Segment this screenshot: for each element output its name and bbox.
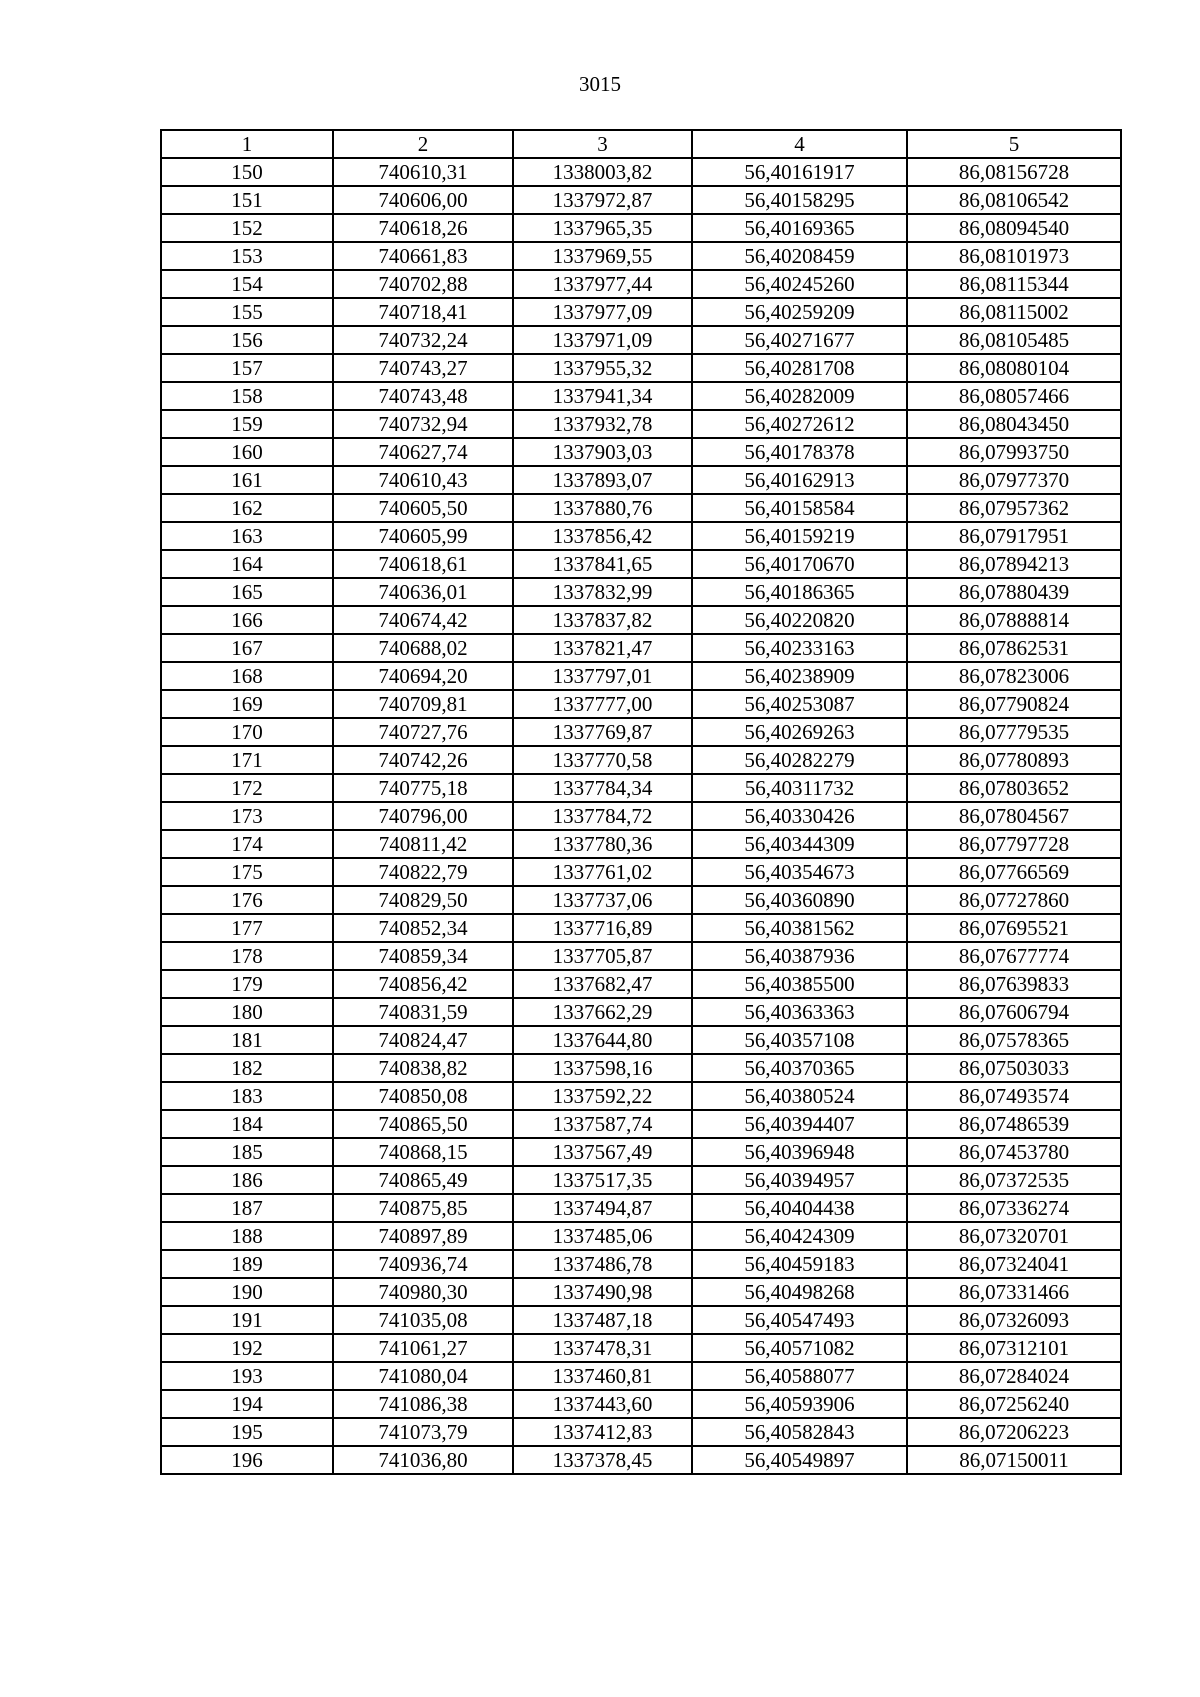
table-cell: 172 xyxy=(161,774,333,802)
table-row xyxy=(161,1446,1121,1474)
table-cell: 56,40158295 xyxy=(692,186,907,214)
table-cell: 56,40424309 xyxy=(692,1222,907,1250)
table-cell: 86,07977370 xyxy=(907,466,1121,494)
table-cell: 1337587,74 xyxy=(513,1110,692,1138)
table-cell: 56,40404438 xyxy=(692,1194,907,1222)
table-cell: 156 xyxy=(161,326,333,354)
table-cell: 1337932,78 xyxy=(513,410,692,438)
table-cell: 86,07894213 xyxy=(907,550,1121,578)
table-cell: 740610,43 xyxy=(333,466,513,494)
table-cell: 1337412,83 xyxy=(513,1418,692,1446)
column-header: 3 xyxy=(513,130,692,158)
table-row xyxy=(161,774,1121,802)
table-cell: 1337784,72 xyxy=(513,802,692,830)
table-row xyxy=(161,1390,1121,1418)
table-cell: 56,40238909 xyxy=(692,662,907,690)
table-cell: 1337965,35 xyxy=(513,214,692,242)
table-cell: 1337821,47 xyxy=(513,634,692,662)
table-cell: 56,40169365 xyxy=(692,214,907,242)
table-cell: 1337841,65 xyxy=(513,550,692,578)
table-cell: 86,07888814 xyxy=(907,606,1121,634)
table-cell: 56,40593906 xyxy=(692,1390,907,1418)
table-cell: 86,08057466 xyxy=(907,382,1121,410)
table-cell: 740824,47 xyxy=(333,1026,513,1054)
table-cell: 56,40549897 xyxy=(692,1446,907,1474)
table-cell: 740694,20 xyxy=(333,662,513,690)
table-row xyxy=(161,522,1121,550)
table-cell: 740811,42 xyxy=(333,830,513,858)
table-cell: 1337770,58 xyxy=(513,746,692,774)
table-cell: 740859,34 xyxy=(333,942,513,970)
table-row xyxy=(161,410,1121,438)
table-cell: 157 xyxy=(161,354,333,382)
table-cell: 86,08115344 xyxy=(907,270,1121,298)
table-cell: 86,08101973 xyxy=(907,242,1121,270)
table-row xyxy=(161,830,1121,858)
table-cell: 188 xyxy=(161,1222,333,1250)
table-row xyxy=(161,634,1121,662)
table-cell: 56,40161917 xyxy=(692,158,907,186)
table-cell: 189 xyxy=(161,1250,333,1278)
table-cell: 167 xyxy=(161,634,333,662)
table-cell: 740732,94 xyxy=(333,410,513,438)
table-cell: 740865,49 xyxy=(333,1166,513,1194)
table-cell: 740850,08 xyxy=(333,1082,513,1110)
table-cell: 740605,99 xyxy=(333,522,513,550)
table-cell: 1337955,32 xyxy=(513,354,692,382)
table-cell: 1337490,98 xyxy=(513,1278,692,1306)
table-cell: 193 xyxy=(161,1362,333,1390)
table-cell: 170 xyxy=(161,718,333,746)
table-cell: 86,08106542 xyxy=(907,186,1121,214)
table-cell: 192 xyxy=(161,1334,333,1362)
table-cell: 741035,08 xyxy=(333,1306,513,1334)
table-cell: 86,07957362 xyxy=(907,494,1121,522)
table-cell: 56,40588077 xyxy=(692,1362,907,1390)
table-cell: 56,40178378 xyxy=(692,438,907,466)
table-cell: 86,07320701 xyxy=(907,1222,1121,1250)
table-cell: 163 xyxy=(161,522,333,550)
table-row xyxy=(161,1334,1121,1362)
table-cell: 1337443,60 xyxy=(513,1390,692,1418)
table-cell: 168 xyxy=(161,662,333,690)
table-cell: 185 xyxy=(161,1138,333,1166)
table-cell: 1337837,82 xyxy=(513,606,692,634)
table-cell: 56,40357108 xyxy=(692,1026,907,1054)
table-cell: 187 xyxy=(161,1194,333,1222)
table-cell: 86,07336274 xyxy=(907,1194,1121,1222)
table-cell: 1337486,78 xyxy=(513,1250,692,1278)
table-cell: 181 xyxy=(161,1026,333,1054)
table-cell: 1337478,31 xyxy=(513,1334,692,1362)
table-cell: 1337644,80 xyxy=(513,1026,692,1054)
table-cell: 86,07727860 xyxy=(907,886,1121,914)
table-cell: 740618,26 xyxy=(333,214,513,242)
table-cell: 56,40582843 xyxy=(692,1418,907,1446)
table-cell: 86,07797728 xyxy=(907,830,1121,858)
table-cell: 1337761,02 xyxy=(513,858,692,886)
table-cell: 86,07150011 xyxy=(907,1446,1121,1474)
table-cell: 152 xyxy=(161,214,333,242)
table-cell: 1337780,36 xyxy=(513,830,692,858)
table-cell: 154 xyxy=(161,270,333,298)
table-cell: 56,40233163 xyxy=(692,634,907,662)
table-cell: 1337682,47 xyxy=(513,970,692,998)
table-cell: 1337856,42 xyxy=(513,522,692,550)
table-cell: 86,08094540 xyxy=(907,214,1121,242)
table-cell: 56,40245260 xyxy=(692,270,907,298)
table-cell: 86,07862531 xyxy=(907,634,1121,662)
table-cell: 177 xyxy=(161,914,333,942)
table-cell: 56,40282009 xyxy=(692,382,907,410)
table-cell: 56,40253087 xyxy=(692,690,907,718)
table-cell: 740868,15 xyxy=(333,1138,513,1166)
table-cell: 740875,85 xyxy=(333,1194,513,1222)
table-cell: 86,07326093 xyxy=(907,1306,1121,1334)
table-cell: 740606,00 xyxy=(333,186,513,214)
table-cell: 740897,89 xyxy=(333,1222,513,1250)
table-cell: 86,08080104 xyxy=(907,354,1121,382)
table-row xyxy=(161,1194,1121,1222)
table-row xyxy=(161,186,1121,214)
table-cell: 86,07993750 xyxy=(907,438,1121,466)
table-cell: 56,40208459 xyxy=(692,242,907,270)
table-row xyxy=(161,1082,1121,1110)
table-cell: 741073,79 xyxy=(333,1418,513,1446)
table-row xyxy=(161,214,1121,242)
table-cell: 184 xyxy=(161,1110,333,1138)
table-cell: 56,40269263 xyxy=(692,718,907,746)
table-row xyxy=(161,242,1121,270)
table-cell: 56,40387936 xyxy=(692,942,907,970)
table-cell: 56,40282279 xyxy=(692,746,907,774)
table-cell: 1337769,87 xyxy=(513,718,692,746)
table-cell: 169 xyxy=(161,690,333,718)
table-row xyxy=(161,298,1121,326)
header-row xyxy=(161,130,1121,158)
table-row xyxy=(161,1278,1121,1306)
table-cell: 56,40186365 xyxy=(692,578,907,606)
table-cell: 56,40344309 xyxy=(692,830,907,858)
table-cell: 56,40170670 xyxy=(692,550,907,578)
table-cell: 86,07780893 xyxy=(907,746,1121,774)
table-cell: 1337971,09 xyxy=(513,326,692,354)
table-cell: 86,07503033 xyxy=(907,1054,1121,1082)
table-cell: 175 xyxy=(161,858,333,886)
table-cell: 56,40571082 xyxy=(692,1334,907,1362)
table-cell: 153 xyxy=(161,242,333,270)
table-cell: 56,40162913 xyxy=(692,466,907,494)
table-cell: 56,40385500 xyxy=(692,970,907,998)
table-cell: 56,40547493 xyxy=(692,1306,907,1334)
table-cell: 740732,24 xyxy=(333,326,513,354)
table-cell: 164 xyxy=(161,550,333,578)
table-row xyxy=(161,802,1121,830)
table-row xyxy=(161,998,1121,1026)
table-row xyxy=(161,438,1121,466)
table-cell: 86,07453780 xyxy=(907,1138,1121,1166)
table-cell: 171 xyxy=(161,746,333,774)
table-cell: 740727,76 xyxy=(333,718,513,746)
table-cell: 1337592,22 xyxy=(513,1082,692,1110)
table-cell: 1337567,49 xyxy=(513,1138,692,1166)
table-cell: 86,07917951 xyxy=(907,522,1121,550)
table-cell: 740829,50 xyxy=(333,886,513,914)
table-cell: 740636,01 xyxy=(333,578,513,606)
table-cell: 740936,74 xyxy=(333,1250,513,1278)
table-cell: 166 xyxy=(161,606,333,634)
table-cell: 155 xyxy=(161,298,333,326)
table-header xyxy=(161,130,1121,158)
table-cell: 183 xyxy=(161,1082,333,1110)
table-cell: 86,07823006 xyxy=(907,662,1121,690)
table-cell: 174 xyxy=(161,830,333,858)
table-cell: 740618,61 xyxy=(333,550,513,578)
table-cell: 1337485,06 xyxy=(513,1222,692,1250)
table-cell: 740661,83 xyxy=(333,242,513,270)
table-cell: 740775,18 xyxy=(333,774,513,802)
table-row xyxy=(161,382,1121,410)
table-cell: 162 xyxy=(161,494,333,522)
table-cell: 86,07804567 xyxy=(907,802,1121,830)
table-cell: 86,08156728 xyxy=(907,158,1121,186)
table-cell: 56,40498268 xyxy=(692,1278,907,1306)
table-cell: 56,40354673 xyxy=(692,858,907,886)
table-cell: 56,40271677 xyxy=(692,326,907,354)
table-row xyxy=(161,494,1121,522)
column-header: 4 xyxy=(692,130,907,158)
table-row xyxy=(161,578,1121,606)
table-cell: 86,07284024 xyxy=(907,1362,1121,1390)
table-row xyxy=(161,326,1121,354)
table-cell: 740718,41 xyxy=(333,298,513,326)
table-cell: 86,08043450 xyxy=(907,410,1121,438)
table-row xyxy=(161,1054,1121,1082)
table-cell: 86,07880439 xyxy=(907,578,1121,606)
table-cell: 56,40370365 xyxy=(692,1054,907,1082)
table-cell: 56,40394407 xyxy=(692,1110,907,1138)
table-cell: 179 xyxy=(161,970,333,998)
table-cell: 1337737,06 xyxy=(513,886,692,914)
table-cell: 1337517,35 xyxy=(513,1166,692,1194)
table-cell: 1337705,87 xyxy=(513,942,692,970)
table-cell: 86,07779535 xyxy=(907,718,1121,746)
table-cell: 740742,26 xyxy=(333,746,513,774)
table-cell: 740856,42 xyxy=(333,970,513,998)
table-cell: 740743,27 xyxy=(333,354,513,382)
table-cell: 160 xyxy=(161,438,333,466)
table-cell: 165 xyxy=(161,578,333,606)
table-cell: 180 xyxy=(161,998,333,1026)
table-cell: 56,40363363 xyxy=(692,998,907,1026)
table-cell: 86,07206223 xyxy=(907,1418,1121,1446)
table-row xyxy=(161,746,1121,774)
table-cell: 56,40220820 xyxy=(692,606,907,634)
table-cell: 1337977,09 xyxy=(513,298,692,326)
table-cell: 1337716,89 xyxy=(513,914,692,942)
table-cell: 1337598,16 xyxy=(513,1054,692,1082)
table-cell: 1337784,34 xyxy=(513,774,692,802)
table-cell: 1337903,03 xyxy=(513,438,692,466)
table-cell: 56,40381562 xyxy=(692,914,907,942)
table-cell: 161 xyxy=(161,466,333,494)
table-cell: 195 xyxy=(161,1418,333,1446)
table-row xyxy=(161,886,1121,914)
table-cell: 1337487,18 xyxy=(513,1306,692,1334)
table-cell: 56,40330426 xyxy=(692,802,907,830)
table-row xyxy=(161,718,1121,746)
table-cell: 1337880,76 xyxy=(513,494,692,522)
table-row xyxy=(161,1026,1121,1054)
table-row xyxy=(161,270,1121,298)
table-cell: 740627,74 xyxy=(333,438,513,466)
table-cell: 56,40459183 xyxy=(692,1250,907,1278)
table-cell: 741061,27 xyxy=(333,1334,513,1362)
table-cell: 178 xyxy=(161,942,333,970)
table-cell: 86,07639833 xyxy=(907,970,1121,998)
column-header: 1 xyxy=(161,130,333,158)
table-row xyxy=(161,1418,1121,1446)
coordinates-table xyxy=(160,129,1122,1475)
table-cell: 86,07606794 xyxy=(907,998,1121,1026)
table-cell: 56,40281708 xyxy=(692,354,907,382)
table-cell: 741086,38 xyxy=(333,1390,513,1418)
table-cell: 740865,50 xyxy=(333,1110,513,1138)
table-cell: 740674,42 xyxy=(333,606,513,634)
table-cell: 1337378,45 xyxy=(513,1446,692,1474)
table-cell: 86,08115002 xyxy=(907,298,1121,326)
table-cell: 1337460,81 xyxy=(513,1362,692,1390)
table-cell: 740980,30 xyxy=(333,1278,513,1306)
table-cell: 741080,04 xyxy=(333,1362,513,1390)
table-cell: 196 xyxy=(161,1446,333,1474)
table-cell: 56,40259209 xyxy=(692,298,907,326)
table-cell: 56,40158584 xyxy=(692,494,907,522)
table-row xyxy=(161,690,1121,718)
table-row xyxy=(161,1250,1121,1278)
table-row xyxy=(161,1138,1121,1166)
table-row xyxy=(161,1222,1121,1250)
table-cell: 159 xyxy=(161,410,333,438)
table-cell: 740702,88 xyxy=(333,270,513,298)
table-cell: 86,07790824 xyxy=(907,690,1121,718)
table-cell: 1337494,87 xyxy=(513,1194,692,1222)
table-cell: 86,07803652 xyxy=(907,774,1121,802)
table-cell: 182 xyxy=(161,1054,333,1082)
table-cell: 176 xyxy=(161,886,333,914)
table-cell: 56,40380524 xyxy=(692,1082,907,1110)
table-row xyxy=(161,858,1121,886)
table-cell: 740610,31 xyxy=(333,158,513,186)
table-row xyxy=(161,606,1121,634)
table-cell: 86,07578365 xyxy=(907,1026,1121,1054)
table-row xyxy=(161,1166,1121,1194)
table-cell: 190 xyxy=(161,1278,333,1306)
table-cell: 1338003,82 xyxy=(513,158,692,186)
table-cell: 740822,79 xyxy=(333,858,513,886)
table-cell: 86,07766569 xyxy=(907,858,1121,886)
table-cell: 56,40272612 xyxy=(692,410,907,438)
table-row xyxy=(161,942,1121,970)
table-cell: 151 xyxy=(161,186,333,214)
table-cell: 56,40394957 xyxy=(692,1166,907,1194)
table-row xyxy=(161,354,1121,382)
table-cell: 1337941,34 xyxy=(513,382,692,410)
table-cell: 740852,34 xyxy=(333,914,513,942)
table-cell: 86,08105485 xyxy=(907,326,1121,354)
table-cell: 740831,59 xyxy=(333,998,513,1026)
table-cell: 1337777,00 xyxy=(513,690,692,718)
table-cell: 740605,50 xyxy=(333,494,513,522)
table-row xyxy=(161,662,1121,690)
table-body xyxy=(161,158,1121,1474)
table-cell: 86,07677774 xyxy=(907,942,1121,970)
table-cell: 150 xyxy=(161,158,333,186)
table-cell: 86,07331466 xyxy=(907,1278,1121,1306)
table-cell: 740688,02 xyxy=(333,634,513,662)
table-cell: 191 xyxy=(161,1306,333,1334)
table-row xyxy=(161,914,1121,942)
table-row xyxy=(161,550,1121,578)
table-row xyxy=(161,1362,1121,1390)
table-cell: 1337972,87 xyxy=(513,186,692,214)
table-row xyxy=(161,466,1121,494)
table-cell: 173 xyxy=(161,802,333,830)
page-number: 3015 xyxy=(579,72,621,96)
table-cell: 1337797,01 xyxy=(513,662,692,690)
table-cell: 1337832,99 xyxy=(513,578,692,606)
table-cell: 86,07256240 xyxy=(907,1390,1121,1418)
table-cell: 1337969,55 xyxy=(513,242,692,270)
table-cell: 86,07695521 xyxy=(907,914,1121,942)
table-cell: 740709,81 xyxy=(333,690,513,718)
table-row xyxy=(161,1110,1121,1138)
table-cell: 86,07486539 xyxy=(907,1110,1121,1138)
table-cell: 740796,00 xyxy=(333,802,513,830)
table-cell: 86,07493574 xyxy=(907,1082,1121,1110)
table-cell: 186 xyxy=(161,1166,333,1194)
column-header: 5 xyxy=(907,130,1121,158)
table-cell: 1337977,44 xyxy=(513,270,692,298)
table-cell: 86,07372535 xyxy=(907,1166,1121,1194)
table-cell: 56,40159219 xyxy=(692,522,907,550)
table-row xyxy=(161,1306,1121,1334)
column-header: 2 xyxy=(333,130,513,158)
table-cell: 56,40360890 xyxy=(692,886,907,914)
table-cell: 1337662,29 xyxy=(513,998,692,1026)
table-row xyxy=(161,970,1121,998)
table-cell: 740838,82 xyxy=(333,1054,513,1082)
table-cell: 194 xyxy=(161,1390,333,1418)
table-cell: 741036,80 xyxy=(333,1446,513,1474)
table-cell: 1337893,07 xyxy=(513,466,692,494)
table-cell: 86,07312101 xyxy=(907,1334,1121,1362)
table-cell: 56,40396948 xyxy=(692,1138,907,1166)
table-cell: 56,40311732 xyxy=(692,774,907,802)
table-cell: 86,07324041 xyxy=(907,1250,1121,1278)
table-cell: 158 xyxy=(161,382,333,410)
table-row xyxy=(161,158,1121,186)
table-cell: 740743,48 xyxy=(333,382,513,410)
